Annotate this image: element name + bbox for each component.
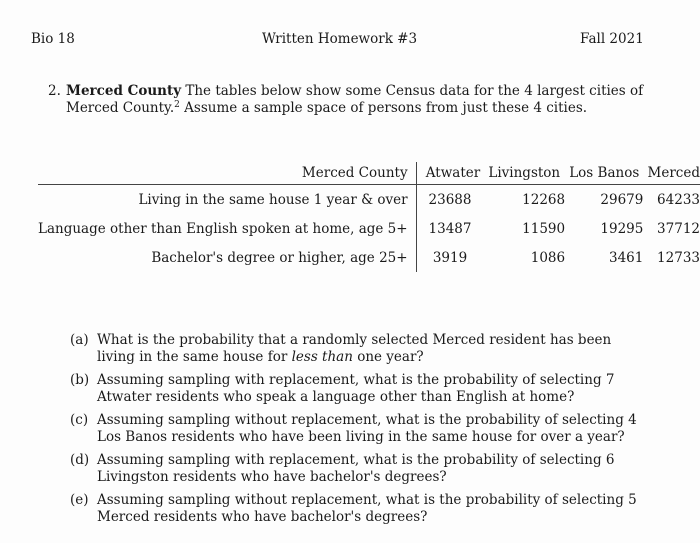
row-label: Language other than English spoken at home, age 5+ (38, 214, 416, 243)
table-cell: 29679 (600, 191, 644, 208)
header-term: Fall 2021 (580, 31, 644, 47)
part-text: Assuming sampling without replacement, what is the probability of selecting 4 Los Banos residents who have been living in the same house for over a year? (97, 412, 637, 445)
problem-title: Merced County (66, 83, 182, 99)
part-emphasis: less than (291, 349, 353, 365)
footnote-marker: 2 (174, 100, 180, 110)
column-header: Merced (643, 162, 700, 185)
part-text: Assuming sampling with replacement, what is the probability of selecting 6 Livingston residents who have bachelor's degrees? (97, 452, 615, 485)
question-part-c (70, 412, 650, 446)
table-cell: 11590 (522, 220, 566, 237)
table-cell: 12733 (657, 249, 700, 266)
census-table (38, 162, 700, 272)
part-label: (b) (70, 372, 90, 388)
problem-statement (48, 83, 648, 117)
question-part-a (70, 332, 650, 366)
table-cell: 19295 (600, 220, 644, 237)
header-course: Bio 18 (31, 31, 75, 47)
part-label: (d) (70, 452, 90, 468)
table-cell: 12268 (522, 191, 566, 208)
table-cell: 23688 (428, 191, 472, 208)
table-row (38, 214, 700, 243)
table-cell: 64233 (657, 191, 700, 208)
part-text: Assuming sampling without replacement, what is the probability of selecting 5 Merced residents who have bachelor's degrees? (97, 492, 637, 525)
part-label: (a) (70, 332, 89, 348)
part-text: What is the probability that a randomly selected Merced resident has been living in the same house for (97, 332, 612, 365)
problem-intro-1: The tables below show some Census data for the 4 largest cities of Merced County. (66, 83, 644, 116)
question-part-e (70, 492, 650, 526)
question-part-b (70, 372, 650, 406)
part-label: (c) (70, 412, 89, 428)
column-header: Los Banos (565, 162, 643, 185)
row-label: Living in the same house 1 year & over (38, 185, 416, 215)
table-row (38, 243, 700, 272)
table-corner-header: Merced County (38, 162, 416, 185)
table-row (38, 185, 700, 215)
column-header: Atwater (416, 162, 483, 185)
row-label: Bachelor's degree or higher, age 25+ (38, 243, 416, 272)
table-header-row (38, 162, 700, 185)
header-assignment: Written Homework #3 (262, 31, 418, 47)
table-cell: 13487 (428, 220, 472, 237)
part-label: (e) (70, 492, 89, 508)
part-text-end: one year? (352, 349, 424, 365)
table-cell: 3461 (609, 249, 644, 266)
table-cell: 1086 (530, 249, 566, 266)
table-cell: 37712 (657, 220, 700, 237)
part-text: Assuming sampling with replacement, what is the probability of selecting 7 Atwater residents who speak a language other than English at home? (97, 372, 615, 405)
problem-intro-2: Assume a sample space of persons from just these 4 cities. (179, 100, 588, 116)
problem-body (66, 83, 648, 117)
question-parts (70, 332, 650, 532)
table-cell: 3919 (432, 249, 468, 266)
question-part-d (70, 452, 650, 486)
column-header: Livingston (483, 162, 565, 185)
problem-number: 2. (48, 83, 61, 99)
